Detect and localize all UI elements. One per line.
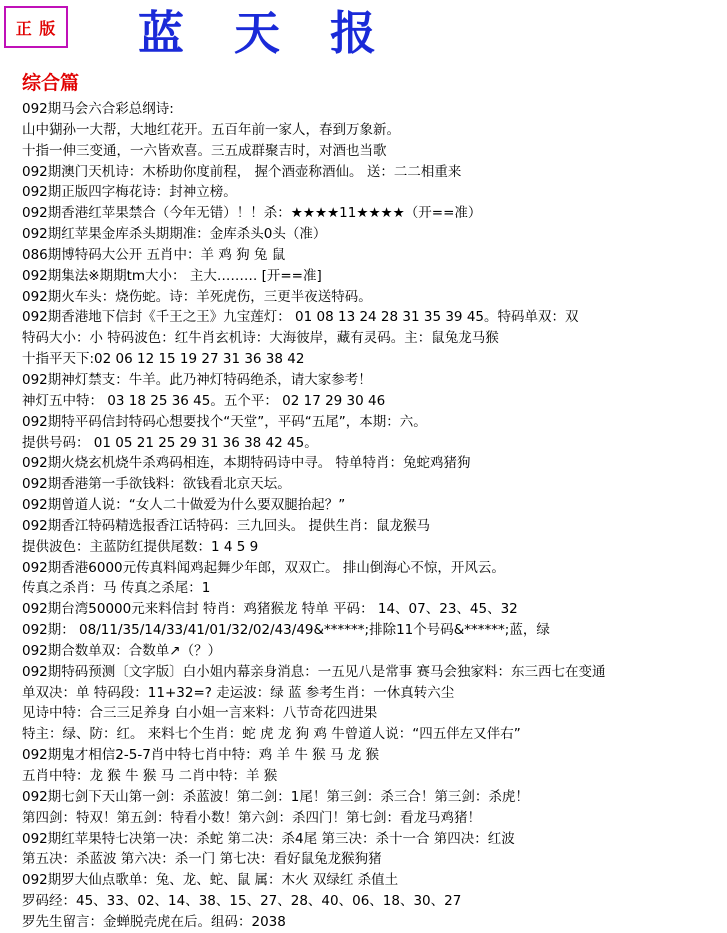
content-line: 092期鬼才相信2-5-7肖中特七肖中特：鸡 羊 牛 猴 马 龙 猴	[22, 747, 380, 764]
edition-badge: 正 版	[4, 6, 68, 48]
content-line: 见诗中特：合三三足养身 白小姐一言来料：八节奇花四进果	[22, 705, 378, 722]
content-line: 092期曾道人说：“女人二十做爱为什么要双腿抬起？”	[22, 497, 346, 514]
content-line: 第四剑：特双！第五剑：特看小数！第六剑：杀四门！第七剑：看龙马鸡猪！	[22, 809, 481, 826]
content-line: 092期香港地下信封《千王之王》九宝莲灯： 01 08 13 24 28 31 35 39 45。特码单双：双	[22, 309, 579, 326]
content-line: 特主：绿、防：红。 来料七个生肖：蛇 虎 龙 狗 鸡 牛曾道人说：“四五伴左又伴右”	[22, 726, 521, 743]
content-line: 092期马会六合彩总纲诗:	[22, 101, 174, 117]
content-line: 092期香江特码精选报香江话特码：三九回头。 提供生肖：鼠龙猴马	[22, 517, 431, 534]
content-line: 十指平天下:02 06 12 15 19 27 31 36 38 42	[22, 351, 305, 368]
content-line: 092期特码预测〔文字版〕白小姐内幕亲身消息：一五见八是常事 赛马会独家料：东三西七在变通	[22, 663, 606, 680]
content-line: 092期特平码信封特码心想要找个“天堂”，平码“五尾”，本期：六。	[22, 413, 427, 430]
content-line: 罗先生留言：金蝉脱壳虎在后。组码：2038	[22, 913, 286, 930]
content-line: 092期罗大仙点歌单：兔、龙、蛇、鼠 属：木火 双绿红 杀值土	[22, 872, 399, 889]
content-line: 特码大小：小 特码波色：红牛肖玄机诗：大海彼岸，藏有灵码。主：鼠兔龙马猴	[22, 330, 499, 347]
content-line: 092期集法※期期tm大小： 主大……… [开==准]	[22, 267, 322, 284]
content-line: 罗码经：45、33、02、14、38、15、27、28、40、06、18、30、27	[22, 893, 462, 910]
content-line: 神灯五中特： 03 18 25 36 45。五个平： 02 17 29 30 46	[22, 392, 386, 409]
content-line: 092期正版四字梅花诗：封神立榜。	[22, 184, 237, 201]
section-title: 综合篇	[22, 72, 80, 94]
content-line: 092期红苹果特七决第一决：杀蛇 第二决：杀4尾 第三决：杀十一合 第四决：红波	[22, 830, 515, 847]
content-line: 092期香港第一手欲钱料：欲钱看北京天坛。	[22, 476, 291, 493]
content-line: 单双决：单 特码段：11+32=? 走运波：绿 蓝 参考生肖：一休真转六尘	[22, 684, 455, 701]
page-title: 蓝天报	[138, 6, 426, 60]
content-line: 提供波色：主蓝防红提供尾数：1 4 5 9	[22, 538, 259, 555]
content-line: 092期合数单双：合数单↗（？）	[22, 642, 222, 659]
content-lines	[22, 99, 722, 933]
content-line: 092期台湾50000元来料信封 特肖：鸡猪猴龙 特单 平码： 14、07、23、45、32	[22, 601, 518, 618]
content-line: 092期： 08/11/35/14/33/41/01/32/02/43/49&******;排除11个号码&******;蓝，绿	[22, 622, 550, 639]
content-line: 092期香港6000元传真料闻鸡起舞少年郎，双双亡。 排山倒海心不惊，开风云。	[22, 559, 505, 576]
content-line: 092期澳门天机诗：木桥助你度前程， 握个酒壶称酒仙。 送：二二相重来	[22, 163, 462, 180]
content-line: 第五决：杀蓝波 第六决：杀一门 第七决：看好鼠兔龙猴狗猪	[22, 851, 382, 868]
content-line: 传真之杀肖：马 传真之杀尾：1	[22, 580, 211, 597]
content-line: 092期七剑下天山第一剑：杀蓝波！第二剑：1尾！第三剑：杀三合！第三剑：杀虎！	[22, 788, 529, 805]
content-line: 086期博特码大公开 五肖中：羊 鸡 狗 兔 鼠	[22, 246, 286, 263]
content-line: 提供号码： 01 05 21 25 29 31 36 38 42 45。	[22, 434, 318, 451]
content-line: 092期火烧玄机烧牛杀鸡码相连，本期特码诗中寻。 特单特肖：兔蛇鸡猪狗	[22, 455, 471, 472]
content-line: 五肖中特：龙 猴 牛 猴 马 二肖中特：羊 猴	[22, 768, 278, 784]
content-line: 山中猢孙一大帮，大地红花开。五百年前一家人，春到万象新。	[22, 121, 400, 138]
content-line: 092期神灯禁支：牛羊。此乃神灯特码绝杀，请大家参考！	[22, 371, 372, 388]
content-line: 十指一伸三变通，一六皆欢喜。三五成群聚吉时，对酒也当歌	[22, 142, 387, 159]
content-line: 092期香港红苹果禁合（今年无错）！！杀：★★★★11★★★★（开==准）	[22, 205, 482, 222]
content-line: 092期火车头：烧伤蛇。诗：羊死虎伤，三更半夜送特码。	[22, 288, 372, 305]
content-line: 092期红苹果金库杀头期期准：金库杀头0头（准）	[22, 226, 327, 243]
